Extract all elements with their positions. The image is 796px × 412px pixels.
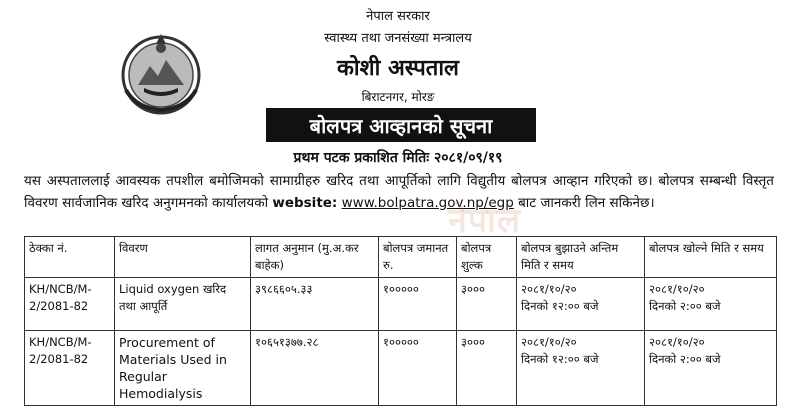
ministry-name: स्वास्थ्य तथा जनसंख्या मन्त्रालय (324, 31, 472, 46)
cell-contract: KH/NCB/M-2/2081-82 (25, 278, 115, 331)
cell-submission (517, 331, 645, 406)
cell-estimate: १०६५१३७७.२८ (251, 331, 379, 406)
cell-fee: ३००० (457, 278, 517, 331)
header-bid-fee: बोलपत्र शुल्क (457, 237, 517, 278)
government-name: नेपाल सरकार (366, 9, 430, 24)
cell-description: Liquid oxygen खरिद तथा आपूर्ति (115, 278, 251, 331)
cell-submission (517, 278, 645, 331)
header-opening-date: बोलपत्र खोल्ने मिति र समय (645, 237, 777, 278)
website-label: website: (272, 195, 338, 211)
header-submission-deadline: बोलपत्र बुझाउने अन्तिम मिति र समय (517, 237, 645, 278)
hospital-location: बिराटनगर, मोरङ (361, 90, 435, 104)
cell-fee: ३००० (457, 331, 517, 406)
submit-time: दिनको १२:०० बजे (521, 352, 599, 366)
table-row (25, 278, 777, 331)
submit-date: २०८१/१०/२० (521, 282, 577, 296)
notice-text-part2: बाट जानकरी लिन सकिनेछ। (513, 195, 655, 211)
table-row (25, 331, 777, 406)
open-date: २०८१/१०/२० (649, 282, 705, 296)
bolpatra-link[interactable]: www.bolpatra.gov.np/egp (341, 195, 514, 211)
cell-security: १००००० (379, 278, 457, 331)
cell-opening (645, 278, 777, 331)
cell-opening (645, 331, 777, 406)
notice-text-part1: यस अस्पताललाई आवस्यक तपशील बमोजिमको सामाग्रीहरु खरिद तथा आपूर्तिको लागि विद्युतीय बोलपत्र आव्हान गरिएको छ। बोलपत्र सम्बन्धी विस्तृत विवरण सार्वजानिक खरिद अनुगमनको कार्यालयको (24, 173, 774, 211)
cell-security: १००००० (379, 331, 457, 406)
hospital-name: कोशी अस्पताल (337, 56, 459, 81)
header-cost-estimate: लागत अनुमान (मु.अ.कर बाहेक) (251, 237, 379, 278)
header-description: विवरण (115, 237, 251, 278)
submit-time: दिनको १२:०० बजे (521, 299, 599, 313)
submit-date: २०८१/१०/२० (521, 335, 577, 349)
open-time: दिनको २:०० बजे (649, 299, 721, 313)
open-date: २०८१/१०/२० (649, 335, 705, 349)
watermark: नेपाल (448, 201, 522, 241)
cell-description: Procurement of Materials Used in Regular Hemodialysis (115, 331, 251, 406)
cell-estimate: ३९८६६०५.३३ (251, 278, 379, 331)
notice-title-banner: बोलपत्र आव्हानको सूचना (266, 108, 536, 142)
header-bid-security: बोलपत्र जमानत रु. (379, 237, 457, 278)
header-contract-no: ठेक्का नं. (25, 237, 115, 278)
publication-date: प्रथम पटक प्रकाशित मितिः २०८१/०९/१९ (293, 150, 503, 166)
notice-paragraph (24, 170, 774, 214)
tender-table (24, 236, 777, 406)
table-header-row (25, 237, 777, 278)
open-time: दिनको २:०० बजे (649, 352, 721, 366)
cell-contract: KH/NCB/M-2/2081-82 (25, 331, 115, 406)
